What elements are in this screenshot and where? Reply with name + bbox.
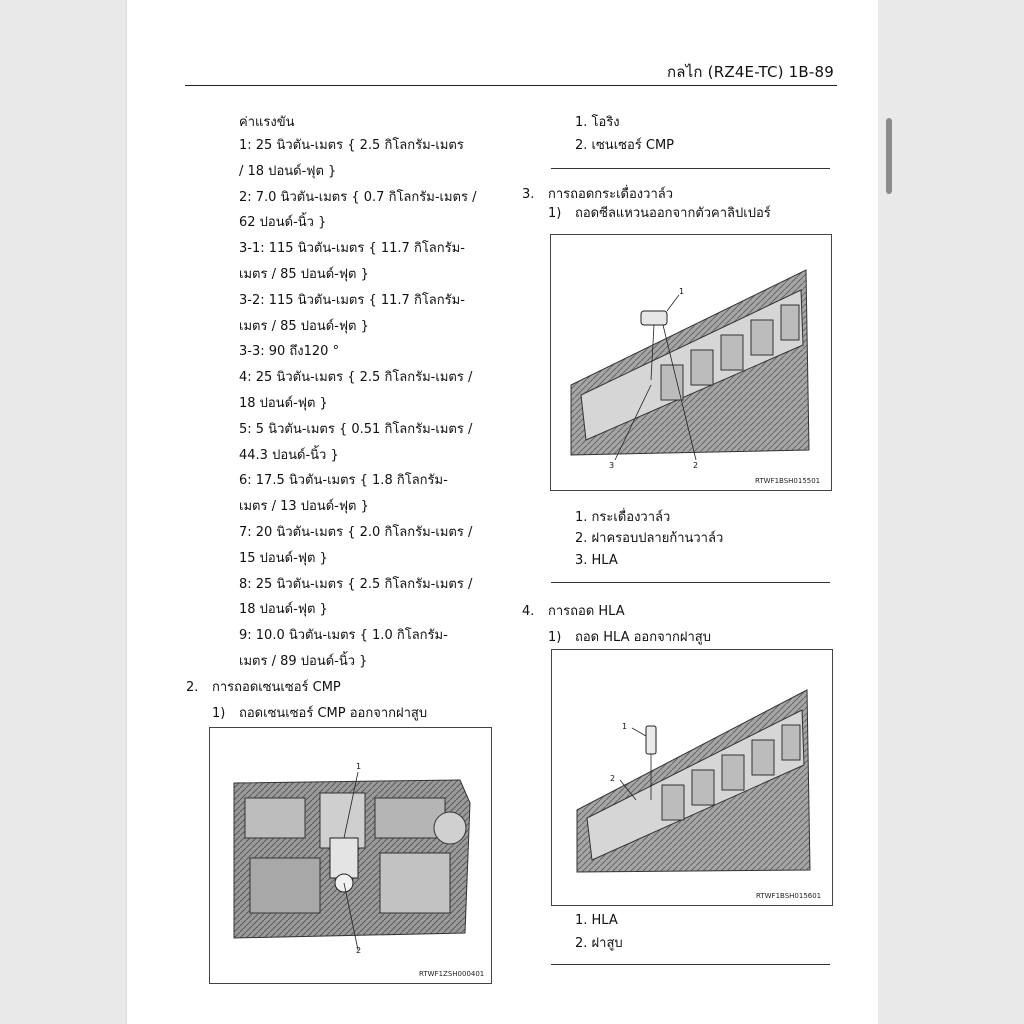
callout-label: 1 bbox=[622, 722, 628, 731]
callout-label: 2 bbox=[610, 774, 616, 783]
step-title: การถอดกระเดื่องวาล์ว bbox=[548, 187, 674, 202]
figure-code: RTWF1BSH015601 bbox=[756, 892, 822, 900]
substep-number: 1) bbox=[548, 630, 562, 645]
torque-line: / 18 ปอนด์-ฟุต } bbox=[239, 164, 337, 179]
torque-line: เมตร / 85 ปอนด์-ฟุต } bbox=[239, 319, 369, 334]
substep-number: 1) bbox=[548, 206, 562, 221]
torque-line: 1: 25 นิวตัน-เมตร { 2.5 กิโลกรัม-เมตร bbox=[239, 138, 464, 153]
torque-line: 44.3 ปอนด์-นิ้ว } bbox=[239, 448, 339, 463]
viewer-left-margin bbox=[0, 0, 127, 1024]
legend-item: 2. เซนเซอร์ CMP bbox=[575, 138, 675, 153]
legend-item: 1. กระเดื่องวาล์ว bbox=[575, 510, 671, 525]
cylinder-head-hla-illustration bbox=[552, 650, 832, 905]
torque-line: 7: 20 นิวตัน-เมตร { 2.0 กิโลกรัม-เมตร / bbox=[239, 525, 473, 540]
section-rule bbox=[551, 964, 830, 965]
legend-item: 2. ฝาครอบปลายก้านวาล์ว bbox=[575, 531, 724, 546]
figure-cmp-sensor bbox=[209, 727, 492, 984]
torque-line: 15 ปอนด์-ฟุต } bbox=[239, 551, 328, 566]
scrollbar-thumb[interactable] bbox=[886, 118, 892, 194]
torque-line: 3-2: 115 นิวตัน-เมตร { 11.7 กิโลกรัม- bbox=[239, 293, 465, 308]
legend-item: 1. โอริง bbox=[575, 115, 620, 130]
step-title: การถอด HLA bbox=[548, 604, 625, 619]
engine-block-illustration bbox=[210, 728, 491, 983]
torque-line: 18 ปอนด์-ฟุต } bbox=[239, 396, 328, 411]
torque-line: 9: 10.0 นิวตัน-เมตร { 1.0 กิโลกรัม- bbox=[239, 628, 448, 643]
torque-line: 8: 25 นิวตัน-เมตร { 2.5 กิโลกรัม-เมตร / bbox=[239, 577, 473, 592]
substep-title: ถอดเซนเซอร์ CMP ออกจากฝาสูบ bbox=[239, 706, 428, 721]
torque-line: 2: 7.0 นิวตัน-เมตร { 0.7 กิโลกรัม-เมตร / bbox=[239, 190, 477, 205]
callout-label: 1 bbox=[356, 762, 362, 771]
cylinder-head-illustration bbox=[551, 235, 831, 490]
substep-number: 1) bbox=[212, 706, 226, 721]
step-number: 3. bbox=[522, 187, 535, 202]
legend-item: 1. HLA bbox=[575, 913, 618, 928]
header-rule bbox=[185, 85, 837, 86]
callout-label: 1 bbox=[679, 287, 685, 296]
step-number: 4. bbox=[522, 604, 535, 619]
step-number: 2. bbox=[186, 680, 199, 695]
torque-line: 3-3: 90 ถึง120 ° bbox=[239, 344, 340, 359]
substep-title: ถอด HLA ออกจากฝาสูบ bbox=[575, 630, 711, 645]
torque-heading: ค่าแรงขัน bbox=[239, 115, 295, 130]
legend-item: 2. ฝาสูบ bbox=[575, 936, 623, 951]
callout-label: 2 bbox=[356, 946, 362, 955]
torque-line: 3-1: 115 นิวตัน-เมตร { 11.7 กิโลกรัม- bbox=[239, 241, 465, 256]
callout-label: 2 bbox=[693, 461, 699, 470]
substep-title: ถอดซีลแหวนออกจากตัวคาลิปเปอร์ bbox=[575, 206, 771, 221]
figure-hla bbox=[551, 649, 833, 906]
page-header-title: กลไก (RZ4E-TC) 1B-89 bbox=[667, 63, 834, 81]
section-rule bbox=[551, 582, 830, 583]
figure-code: RTWF1BSH015501 bbox=[755, 477, 821, 485]
torque-line: เมตร / 89 ปอนด์-นิ้ว } bbox=[239, 654, 368, 669]
figure-rocker-arm bbox=[550, 234, 832, 491]
torque-line: เมตร / 13 ปอนด์-ฟุต } bbox=[239, 499, 369, 514]
step-title: การถอดเซนเซอร์ CMP bbox=[212, 680, 341, 695]
legend-item: 3. HLA bbox=[575, 553, 618, 568]
torque-line: 6: 17.5 นิวตัน-เมตร { 1.8 กิโลกรัม- bbox=[239, 473, 448, 488]
section-rule bbox=[551, 168, 830, 169]
torque-line: เมตร / 85 ปอนด์-ฟุต } bbox=[239, 267, 369, 282]
torque-line: 62 ปอนด์-นิ้ว } bbox=[239, 215, 327, 230]
callout-label: 3 bbox=[609, 461, 615, 470]
torque-line: 5: 5 นิวตัน-เมตร { 0.51 กิโลกรัม-เมตร / bbox=[239, 422, 473, 437]
torque-line: 18 ปอนด์-ฟุต } bbox=[239, 602, 328, 617]
figure-code: RTWF1ZSH000401 bbox=[419, 970, 485, 978]
torque-line: 4: 25 นิวตัน-เมตร { 2.5 กิโลกรัม-เมตร / bbox=[239, 370, 473, 385]
viewer-right-margin bbox=[878, 0, 1024, 1024]
